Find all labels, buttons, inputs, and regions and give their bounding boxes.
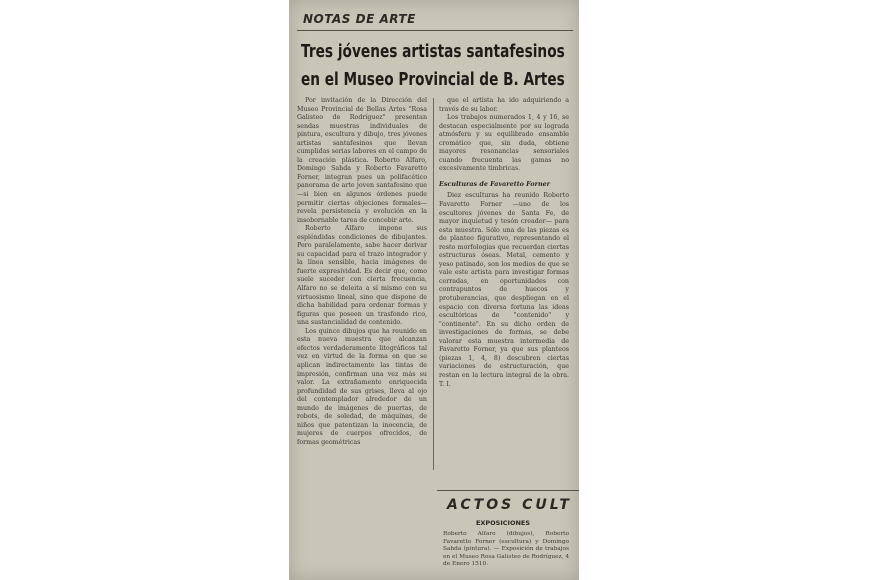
article-paragraph: que el artista ha ido adquiriendo a través de su labor. (439, 97, 569, 113)
headline-line-1: Tres jóvenes artistas santafesinos (301, 42, 565, 62)
headline-line-2: en el Museo Provincial de B. Artes (301, 70, 565, 90)
article-subheading: Esculturas de Favaretto Forner (439, 179, 551, 188)
actos-title: ACTOS CULT (447, 497, 572, 513)
section-label: NOTAS DE ARTE (303, 12, 416, 26)
column-divider (433, 98, 434, 470)
actos-culturales-box (437, 490, 579, 580)
actos-body: Roberto Alfaro (dibujos), Roberto Favaretto Forner (escultura) y Domingo Sahda (pintura). — Exposición de trabajos en el Museo Rosa Galisteo de Rodríguez, 4 de Enero 1510. (443, 531, 570, 568)
article-paragraph: Los trabajos numerados 1, 4 y 16, se destacan especialmente por su lograda atmósfera y su equilibrado ensamble cromático que, sin duda, obtiene mayores resonancias sensoriales cuando frecuenta las gamas no excesivamente timbricas. (439, 114, 569, 173)
article-paragraph: Los quince dibujos que ha reunido en esta nueva muestra que alcanzan efectos verdaderamente litográficos tal vez en virtud de la forma en que se aplican indirectamente las tintas de impresión, confirman una vez más su valor. La extrañamente enriquecida profundidad de sus grises, lleva al ojo del contemplador alrededor de un mundo de imágenes de puertas, de robots, de soledad, de máquinas, de niños que patentizan la inocencia, de mujeres de cuerpos ofrecidos, de formas geométricas (297, 327, 427, 446)
newspaper-clipping (289, 0, 579, 580)
top-divider (297, 30, 573, 31)
article-paragraph: Roberto Alfaro impone sus espléndidas condiciones de dibujantes. Pero paralelamente, sabe hacer derivar su capacidad para el trazo integrador y la línea sensible, hacia imágenes de fuerte expresividad. Es decir que, como suele suceder con cierta frecuencia, Alfaro no se deleita a sí mismo con su virtuosismo lineal, sino que dispone de dicha habilidad para ordenar formas y figuras que poseen un trasfondo rico, una sustancialidad de contenido. (297, 225, 427, 327)
article-left-column (297, 97, 427, 447)
actos-subtitle: EXPOSICIONES (475, 519, 531, 527)
article-paragraph: Por invitación de la Dirección del Museo Provincial de Bellas Artes "Rosa Galisteo de Rodríguez" presentan sendas muestras individuales de pintura, escultura y dibujo, tres jóvenes artistas santafesinos que llevan cumplidas serias labores en el campo de la creación plástica. Roberto Alfaro, Domingo Sahda y Roberto Favaretto Forner, integran pues un polifacético panorama de arte joven santafesino que —si bien en algunos órdenes puede permitir ciertas objeciones formales— revela persistencia y evolución en la insobornable tarea de concebir arte. (297, 97, 427, 224)
article-paragraph: Diez esculturas ha reunido Roberto Favaretto Forner —uno de los escultores jóvenes de Santa Fe, de mayor inquietud y tesón creador— para esta muestra. Sólo una de las piezas es de planteo figurativo, representando el resto morfologías que recuerdan ciertas estructuras óseas. Metal, cemento y yeso patinado, son los medios de que se vale este artista para investigar formas cerradas, en oportunidades con contrapuntos de huecos y protuberancias, que despliegan en el espacio con diversa fortuna las ideas escultóricas de "contenido" y "continente". En su dicho orden de investigaciones de formas, se debe valorar esta muestra intermedia de Favaretto Forner, ya que sus planteos (piezas 1, 4, 8) descubren ciertas variaciones de estructuración, que restan en la lectura integral de la obra. T. I. (439, 192, 569, 388)
article-right-column (439, 97, 569, 389)
